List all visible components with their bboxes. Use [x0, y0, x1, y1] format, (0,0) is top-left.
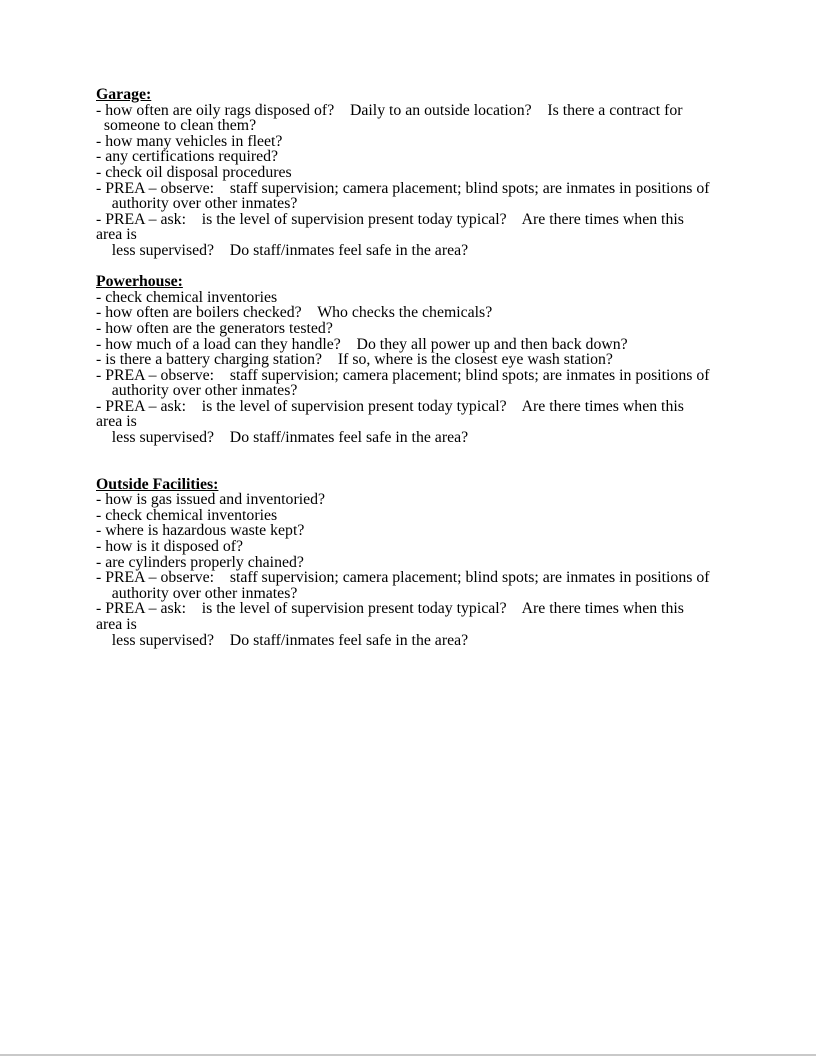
- document-line: - how much of a load can they handle? Do they all power up and then back down?: [96, 335, 628, 353]
- document-line: someone to clean them?: [96, 117, 257, 135]
- document-line: - are cylinders properly chained?: [96, 553, 304, 571]
- document-line: - PREA – ask: is the level of supervision present today typical? Are there times when this: [96, 600, 684, 618]
- section-garage: [96, 87, 780, 259]
- document-line: - PREA – ask: is the level of supervision present today typical? Are there times when this: [96, 210, 684, 228]
- document-line: - check chemical inventories: [96, 506, 278, 524]
- document-line: - PREA – observe: staff supervision; camera placement; blind spots; are inmates in positions of: [96, 179, 710, 197]
- document-line: area is: [96, 226, 137, 244]
- document-line: area is: [96, 413, 137, 431]
- section-powerhouse: [96, 274, 780, 446]
- document-line: - PREA – observe: staff supervision; camera placement; blind spots; are inmates in positions of: [96, 366, 710, 384]
- document-line: - how many vehicles in fleet?: [96, 132, 283, 150]
- document-line: - PREA – ask: is the level of supervision present today typical? Are there times when this: [96, 397, 684, 415]
- document-line: - check oil disposal procedures: [96, 163, 292, 181]
- document-line: less supervised? Do staff/inmates feel safe in the area?: [96, 241, 469, 259]
- document-line: - check chemical inventories: [96, 288, 278, 306]
- document-line: - how often are boilers checked? Who checks the chemicals?: [96, 304, 493, 322]
- document-line: less supervised? Do staff/inmates feel safe in the area?: [96, 429, 469, 447]
- document-line: authority over other inmates?: [96, 382, 298, 400]
- document-line: - how often are oily rags disposed of? Daily to an outside location? Is there a contract for: [96, 101, 683, 119]
- document-line: - where is hazardous waste kept?: [96, 522, 305, 540]
- document-line: - how is gas issued and inventoried?: [96, 491, 326, 509]
- document-line: area is: [96, 616, 137, 633]
- document-content: [96, 87, 780, 648]
- document-line: authority over other inmates?: [96, 195, 298, 213]
- document-line: authority over other inmates?: [96, 584, 298, 602]
- section-outside-facilities: [96, 477, 780, 649]
- document-line: - is there a battery charging station? If so, where is the closest eye wash station?: [96, 351, 613, 369]
- section-heading: Outside Facilities:: [96, 475, 219, 493]
- section-heading: Garage:: [96, 86, 152, 103]
- section-heading: Powerhouse:: [96, 273, 183, 291]
- document-line: - any certifications required?: [96, 148, 279, 166]
- document-line: - PREA – observe: staff supervision; camera placement; blind spots; are inmates in positions of: [96, 569, 710, 587]
- document-line: less supervised? Do staff/inmates feel safe in the area?: [96, 631, 469, 649]
- document-line: - how often are the generators tested?: [96, 319, 333, 337]
- document-line: - how is it disposed of?: [96, 538, 243, 556]
